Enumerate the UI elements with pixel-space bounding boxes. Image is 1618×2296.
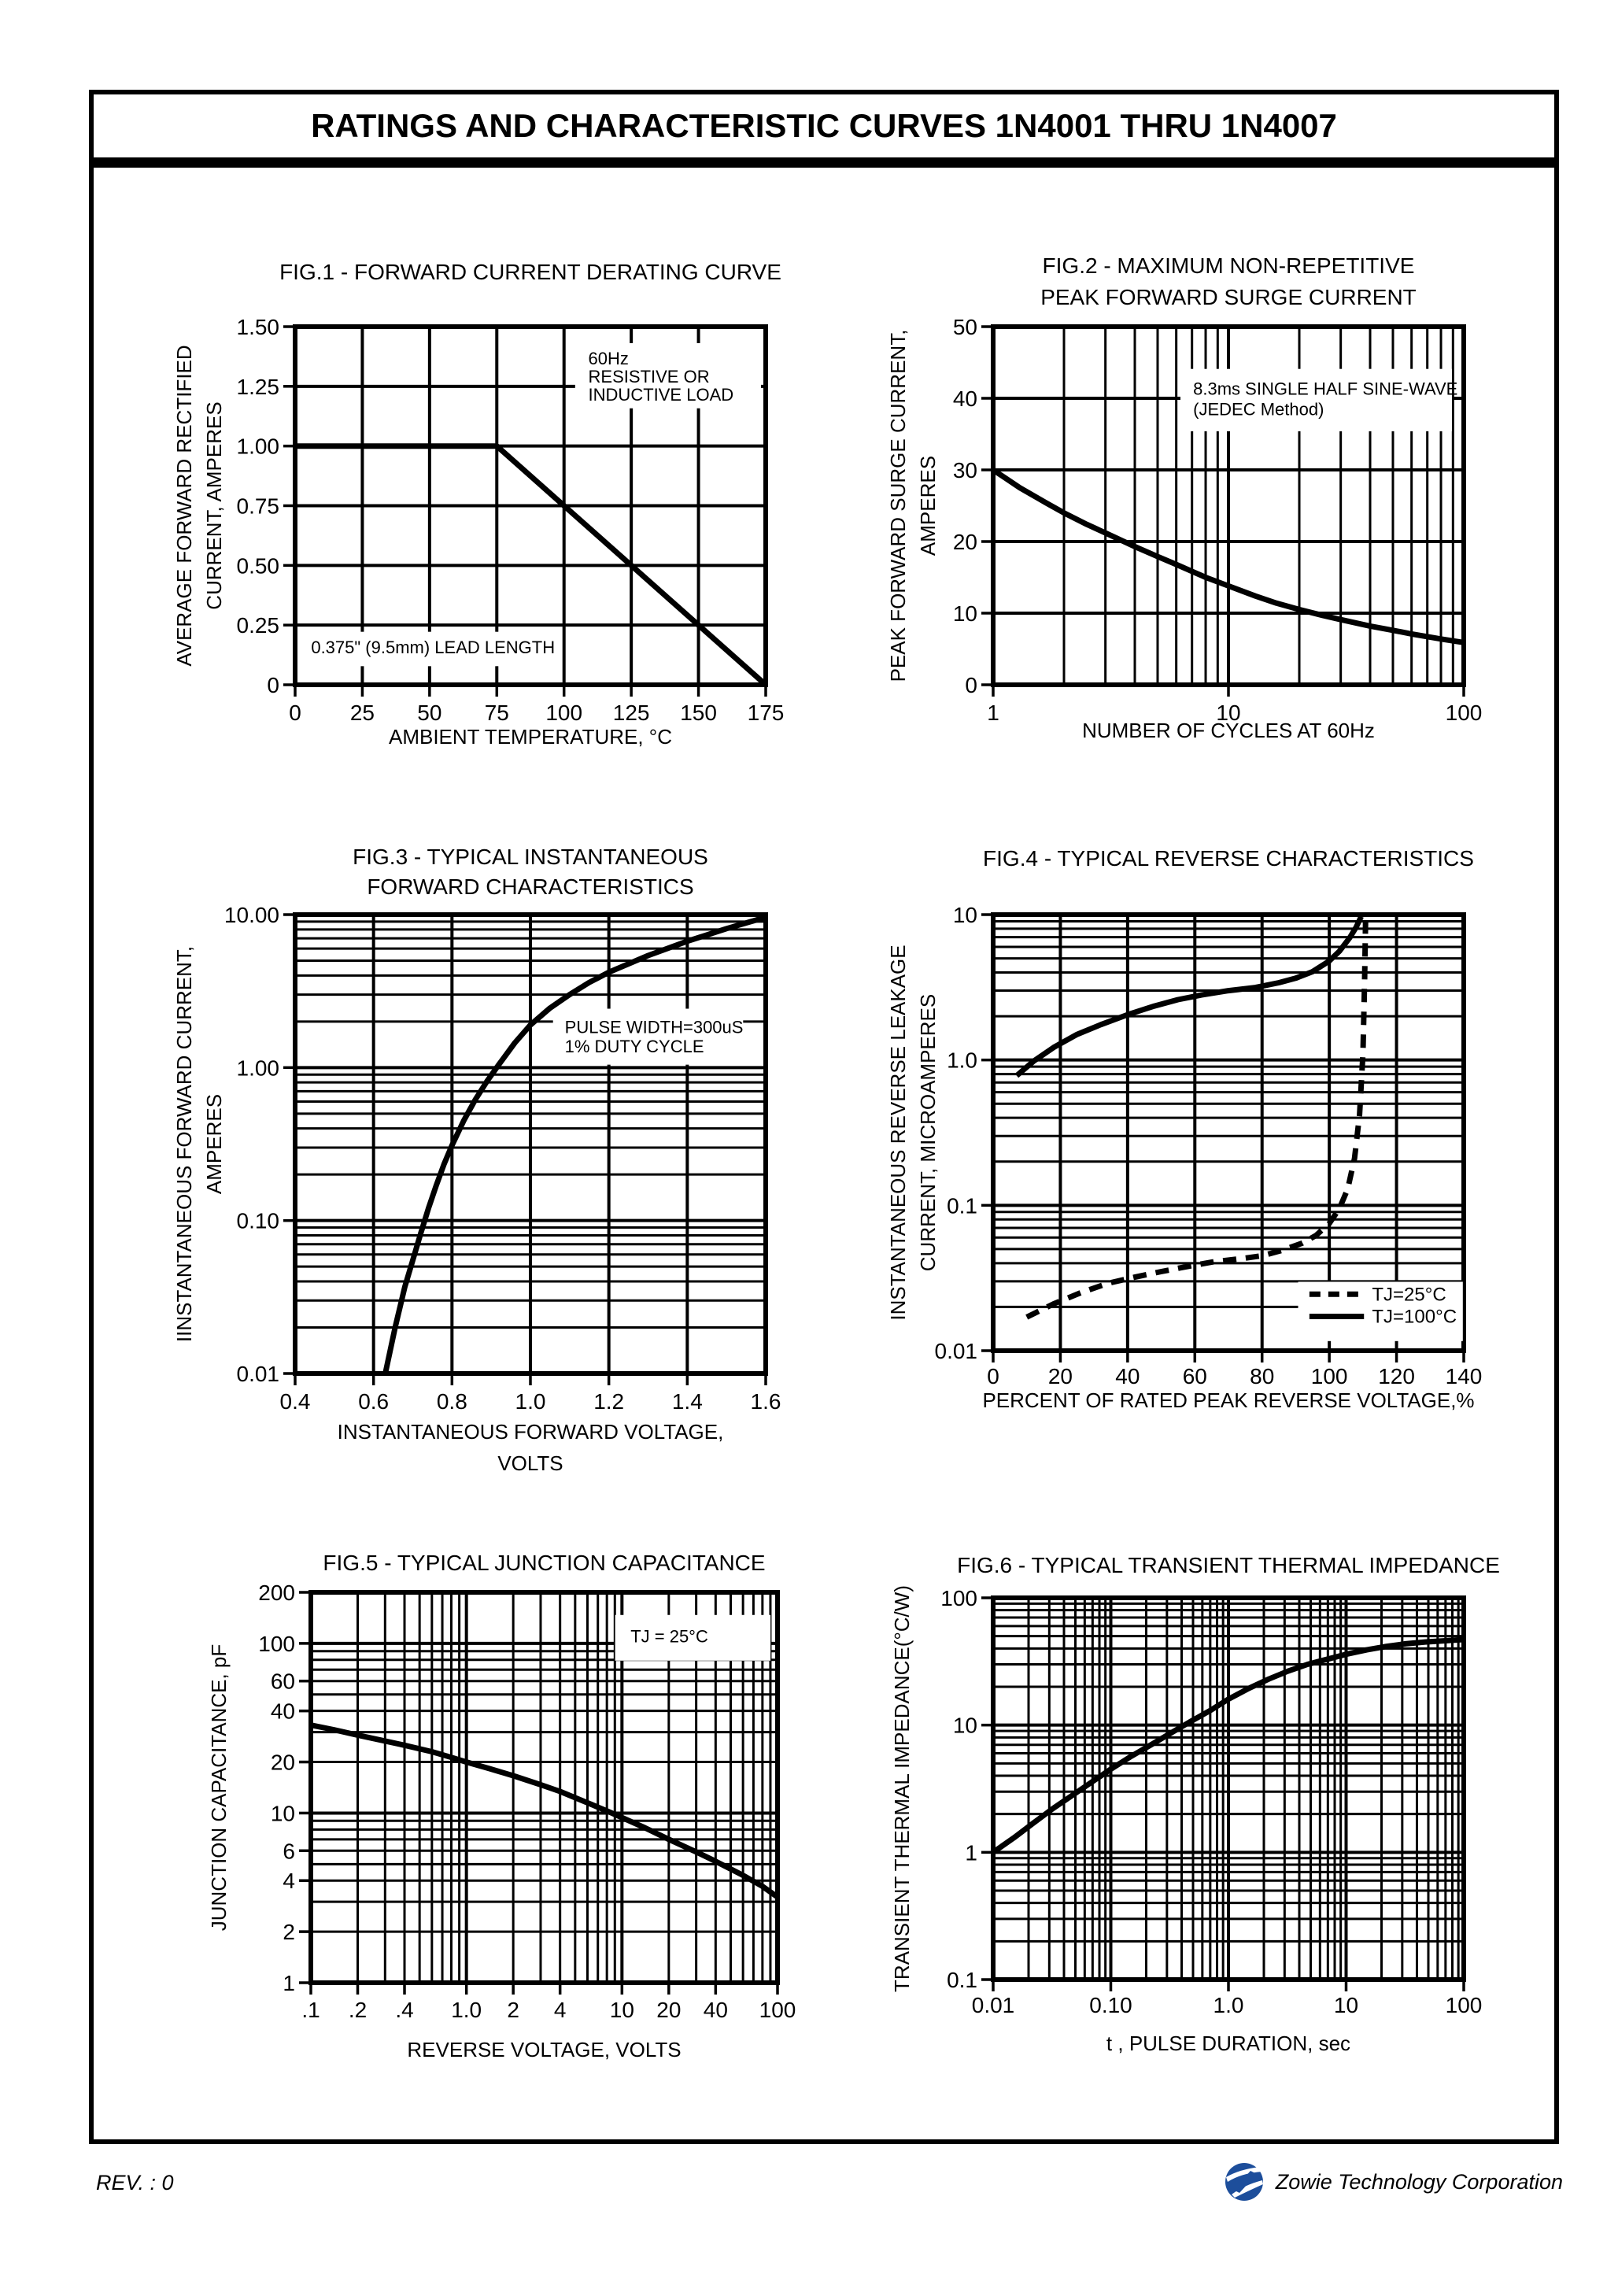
company-name: Zowie Technology Corporation <box>1275 2169 1563 2194</box>
x-tick-label: 2 <box>507 1998 519 2022</box>
annotation-text: INDUCTIVE LOAD <box>588 385 734 405</box>
x-tick-label: 1.4 <box>671 1389 703 1414</box>
y-tick-label: 1.00 <box>236 434 279 459</box>
x-tick-label: 1 <box>987 701 999 725</box>
figure-title: FIG.1 - FORWARD CURRENT DERATING CURVE <box>279 260 781 284</box>
y-tick-label: 1.25 <box>236 374 279 399</box>
fig4-reverse-characteristics-chart <box>811 834 1582 1464</box>
x-tick-label: 75 <box>484 701 509 725</box>
y-tick-label: 0.01 <box>236 1362 279 1386</box>
y-tick-label: 0 <box>965 673 977 697</box>
y-tick-label: 40 <box>952 386 977 411</box>
figure-title: FORWARD CHARACTERISTICS <box>367 874 694 899</box>
y-axis-title: TRANSIENT THERMAL IMPEDANCE(°C/W) <box>890 1585 914 1992</box>
y-tick-label: 0.01 <box>934 1339 977 1363</box>
x-tick-label: .1 <box>301 1998 320 2022</box>
y-axis-title: AVERAGE FORWARD RECTIFIED <box>172 345 196 667</box>
x-tick-label: 1.0 <box>515 1389 546 1414</box>
forward-characteristic-curve-path <box>386 917 766 1374</box>
y-tick-label: 6 <box>283 1839 295 1864</box>
x-tick-label: .4 <box>395 1998 414 2022</box>
x-axis-title: PERCENT OF RATED PEAK REVERSE VOLTAGE,% <box>982 1388 1475 1412</box>
figure-title: FIG.5 - TYPICAL JUNCTION CAPACITANCE <box>323 1551 766 1575</box>
fig1-forward-current-derating-chart <box>102 248 826 791</box>
annotation-text: RESISTIVE OR <box>588 366 710 386</box>
title-bar <box>94 94 1554 168</box>
tj-100-curve-path <box>1017 916 1361 1075</box>
y-tick-label: 1 <box>283 1971 295 1995</box>
x-tick-label: 1.0 <box>451 1998 482 2022</box>
x-tick-label: 20 <box>656 1998 682 2022</box>
x-tick-label: 10 <box>1333 1993 1359 2017</box>
y-tick-label: 0.1 <box>947 1968 977 1992</box>
y-tick-label: 40 <box>270 1699 295 1724</box>
fig3-instantaneous-forward-chart <box>102 834 826 1511</box>
annotation-text: 0.375" (9.5mm) LEAD LENGTH <box>311 637 556 657</box>
y-tick-label: 10 <box>952 903 977 927</box>
y-tick-label: 10 <box>952 601 977 626</box>
x-tick-label: 100 <box>1310 1364 1348 1388</box>
figure-title: FIG.2 - MAXIMUM NON-REPETITIVE <box>1042 253 1415 278</box>
junction-capacitance-curve-path <box>311 1725 778 1897</box>
x-tick-label: 125 <box>612 701 650 725</box>
y-tick-label: 0.1 <box>947 1193 977 1218</box>
x-axis-title: VOLTS <box>497 1451 563 1475</box>
x-tick-label: 0.10 <box>1089 1993 1132 2017</box>
x-tick-label: 25 <box>349 701 375 725</box>
figure-title: FIG.4 - TYPICAL REVERSE CHARACTERISTICS <box>983 846 1474 871</box>
y-tick-label: 100 <box>940 1586 977 1610</box>
y-tick-label: 1.00 <box>236 1056 279 1081</box>
y-tick-label: 10 <box>952 1713 977 1738</box>
zowie-logo-icon <box>1224 2161 1265 2202</box>
figure-title: FIG.6 - TYPICAL TRANSIENT THERMAL IMPEDANCE <box>957 1553 1500 1577</box>
y-axis-title: AMPERES <box>202 1093 226 1195</box>
x-tick-label: 120 <box>1378 1364 1415 1388</box>
x-tick-label: 100 <box>545 701 583 725</box>
y-tick-label: 0.75 <box>236 494 279 519</box>
x-tick-label: 4 <box>553 1998 567 2022</box>
y-tick-label: 20 <box>952 530 977 554</box>
y-tick-label: 1 <box>965 1840 977 1865</box>
y-tick-label: 1.0 <box>947 1048 977 1073</box>
y-tick-label: 30 <box>952 458 977 482</box>
footer-brand <box>1224 2161 1563 2202</box>
y-axis-title: AMPERES <box>916 455 940 556</box>
y-tick-label: 0.25 <box>236 613 279 638</box>
x-tick-label: 0 <box>987 1364 999 1388</box>
x-tick-label: 1.6 <box>750 1389 781 1414</box>
x-tick-label: 140 <box>1445 1364 1483 1388</box>
y-tick-label: 100 <box>258 1631 295 1656</box>
x-axis-title: INSTANTANEOUS FORWARD VOLTAGE, <box>337 1420 724 1444</box>
y-axis-title: CURRENT, MICROAMPERES <box>916 993 940 1272</box>
annotation-text: (JEDEC Method) <box>1193 399 1324 420</box>
x-tick-label: 175 <box>747 701 785 725</box>
x-axis-title: t , PULSE DURATION, sec <box>1106 2032 1351 2055</box>
x-tick-label: 0.4 <box>279 1389 311 1414</box>
y-tick-label: 10 <box>270 1801 295 1826</box>
y-tick-label: 60 <box>270 1669 295 1694</box>
x-axis-title: NUMBER OF CYCLES AT 60Hz <box>1082 719 1375 742</box>
x-tick-label: .2 <box>348 1998 368 2022</box>
x-tick-label: 20 <box>1047 1364 1073 1388</box>
x-tick-label: 10 <box>609 1998 634 2022</box>
x-tick-label: 0.8 <box>436 1389 467 1414</box>
annotation-text: 1% DUTY CYCLE <box>564 1036 704 1056</box>
y-tick-label: 0.10 <box>236 1208 279 1233</box>
x-tick-label: 0.01 <box>971 1993 1015 2017</box>
figure-title: PEAK FORWARD SURGE CURRENT <box>1040 285 1417 309</box>
x-tick-label: 100 <box>1445 701 1483 725</box>
annotation-text: TJ = 25°C <box>630 1626 708 1647</box>
x-tick-label: 0.6 <box>358 1389 390 1414</box>
x-tick-label: 10 <box>1216 701 1241 725</box>
y-axis-title: JUNCTION CAPACITANCE, pF <box>207 1643 231 1932</box>
annotation-text: PULSE WIDTH=300uS <box>564 1017 744 1037</box>
y-tick-label: 10.00 <box>223 903 279 927</box>
x-tick-label: 150 <box>680 701 717 725</box>
y-tick-label: 20 <box>270 1750 295 1775</box>
x-axis-title: REVERSE VOLTAGE, VOLTS <box>407 2038 682 2061</box>
fig5-junction-capacitance-chart <box>102 1539 826 2090</box>
page-title: RATINGS AND CHARACTERISTIC CURVES 1N4001 THRU 1N4007 <box>311 107 1337 144</box>
y-axis-title: PEAK FORWARD SURGE CURRENT, <box>886 329 910 682</box>
x-tick-label: 50 <box>417 701 442 725</box>
x-tick-label: 1.2 <box>593 1389 625 1414</box>
x-tick-label: 40 <box>1115 1364 1140 1388</box>
x-tick-label: 40 <box>703 1998 728 2022</box>
y-axis-title: INSTANTANEOUS REVERSE LEAKAGE <box>886 945 910 1321</box>
x-tick-label: 0 <box>289 701 301 725</box>
x-tick-label: 60 <box>1182 1364 1207 1388</box>
fig2-peak-forward-surge-chart <box>811 248 1582 791</box>
x-tick-label: 100 <box>759 1998 796 2022</box>
y-axis-title: CURRENT, AMPERES <box>202 401 226 610</box>
annotation-text: 8.3ms SINGLE HALF SINE-WAVE <box>1193 379 1458 399</box>
y-tick-label: 2 <box>283 1920 295 1945</box>
x-tick-label: 100 <box>1445 1993 1483 2017</box>
y-tick-label: 0 <box>267 673 279 697</box>
y-axis-title: IINSTANTANEOUS FORWARD CURRENT, <box>172 945 196 1343</box>
fig6-thermal-impedance-chart <box>811 1539 1582 2090</box>
x-tick-label: 80 <box>1250 1364 1275 1388</box>
y-tick-label: 50 <box>952 315 977 339</box>
y-tick-label: 1.50 <box>236 315 279 339</box>
annotation-text: 60Hz <box>588 348 629 368</box>
x-tick-label: 1.0 <box>1213 1993 1244 2017</box>
y-tick-label: 4 <box>283 1869 295 1894</box>
legend-label: TJ=100°C <box>1372 1306 1457 1328</box>
legend-label: TJ=25°C <box>1372 1284 1446 1306</box>
y-tick-label: 0.50 <box>236 553 279 579</box>
revision-label: REV. : 0 <box>96 2171 174 2194</box>
figure-title: FIG.3 - TYPICAL INSTANTANEOUS <box>353 845 708 869</box>
x-axis-title: AMBIENT TEMPERATURE, °C <box>388 725 673 749</box>
y-tick-label: 200 <box>258 1581 295 1605</box>
